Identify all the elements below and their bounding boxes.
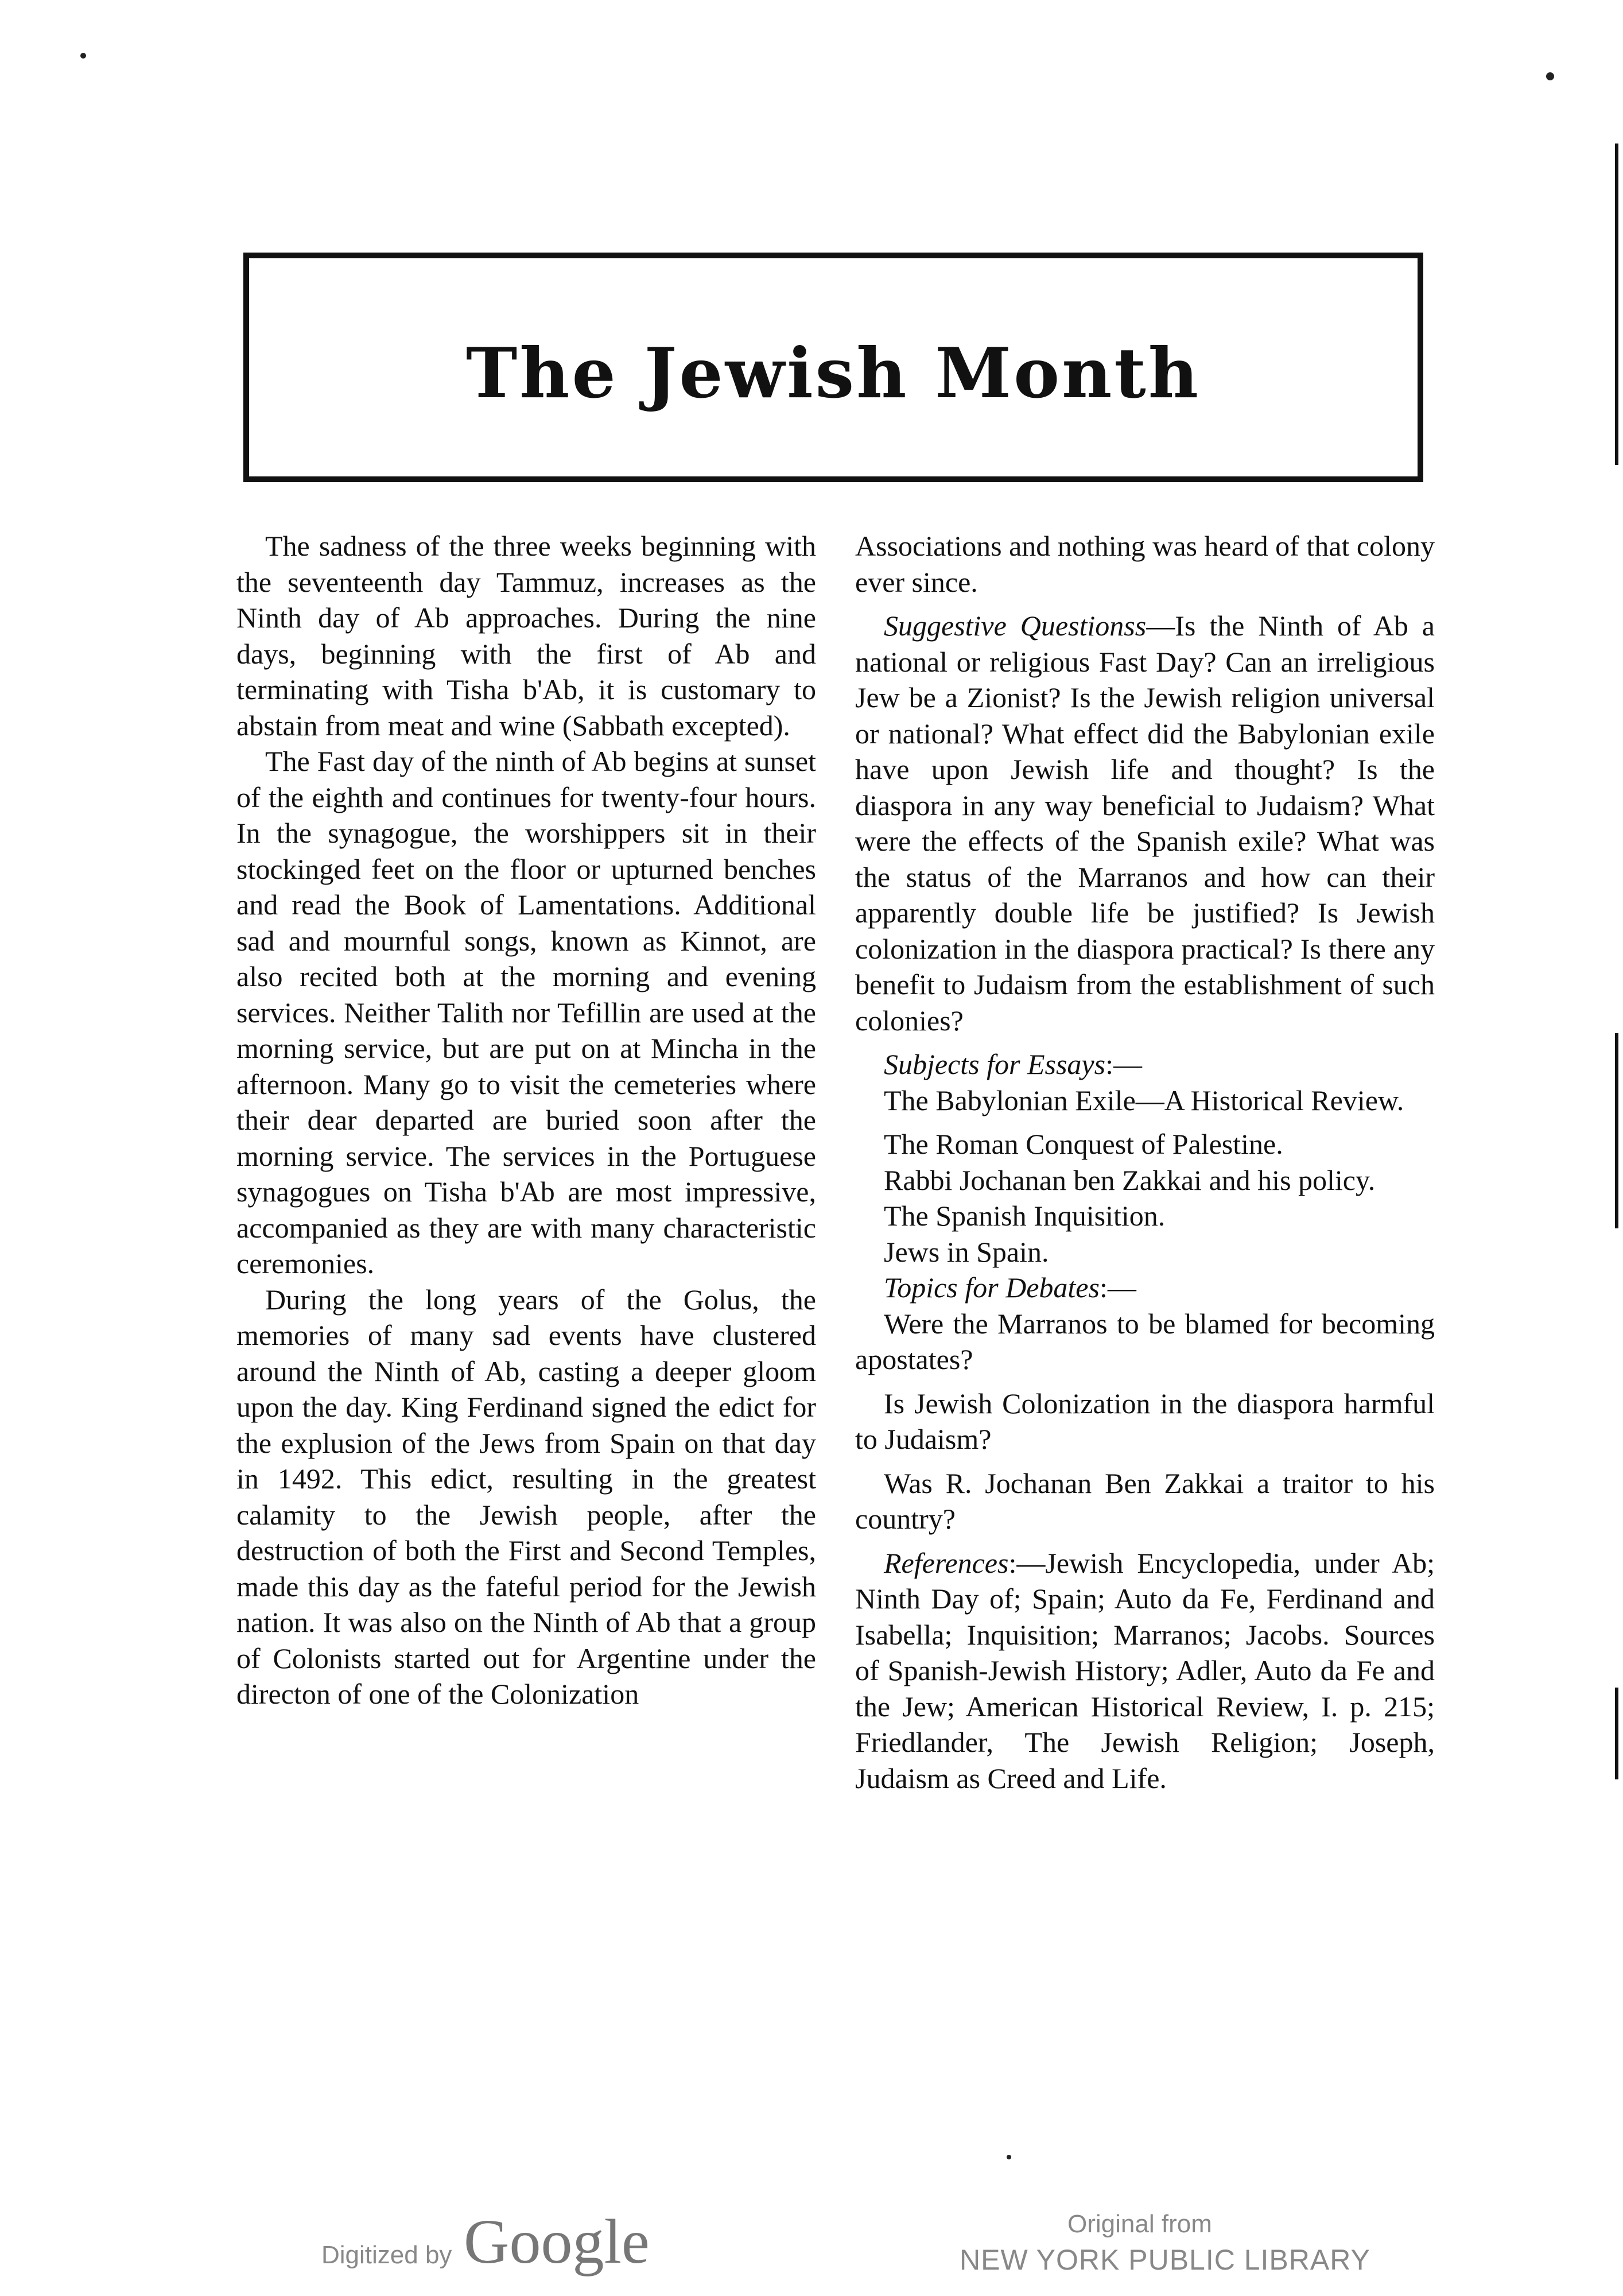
debates-label: Topics for Debates (884, 1271, 1100, 1304)
essay-item: Jews in Spain. (884, 1235, 1049, 1268)
page-edge-line (1615, 1688, 1618, 1779)
essay-item: The Babylonian Exile—A Historical Review. (884, 1084, 1404, 1116)
essays-suffix: :— (1105, 1048, 1142, 1080)
paragraph: During the long years of the Golus, the memories of many sad events have clustered around the Ninth of Ab, casting a deeper gloom upon the day. King Ferdinand signed the edict for the explusion of the Jews from Spain on that day in 1492. This edict, resulting in the greatest calamity to the Jewish people, after the destruction of both the First and Second Temples, made this day as the fateful period for the Jewish nation. It was also on the Ninth of Ab that a group of Colonists started out for Argentine under the directon of one of the Colonization (236, 1283, 816, 1710)
library-label: NEW YORK PUBLIC LIBRARY (960, 2244, 1370, 2276)
scan-speck (80, 53, 86, 59)
scan-speck (1546, 72, 1554, 80)
references-text: :—Jewish Encyclopedia, under Ab; Ninth Day of; Spain; Auto da Fe, Ferdinand and Isabella; Inquisition; Marranos; Jacobs. Sources of Spanish-Jewish History; Adler, Auto da Fe and the Jew; American Historical Review, I. p. 215; Friedlander, The Jewish Religion; Joseph, Judaism as Creed and Life. (855, 1546, 1435, 1794)
original-from-label: Original from (1067, 2210, 1212, 2238)
paragraph: The Fast day of the ninth of Ab begins at sunset of the eighth and continues for twenty-four hours. In the synagogue, the worshippers sit in their stockinged feet on the floor or upturned benches and read the Book of Lamentations. Additional sad and mournful songs, known as Kinnot, are also recited both at the morning and evening services. Neither Talith nor Tefillin are used at the morning service, but are put on at Mincha in the afternoon. Many go to visit the cemeteries where their dear departed are buried soon after the morning service. The services in the Portuguese synagogues on Tisha b'Ab are most impressive, accompanied as they are with many characteristic ceremonies. (236, 745, 816, 1279)
essays-label: Subjects for Essays (884, 1048, 1106, 1080)
essays-heading (855, 1046, 1435, 1083)
essay-item: The Spanish Inquisition. (884, 1200, 1166, 1232)
footer (0, 2206, 1623, 2296)
essay-item: The Roman Conquest of Palestine. (884, 1128, 1283, 1160)
suggestive-questions (855, 608, 1435, 1038)
references-label: References (884, 1546, 1009, 1579)
paragraph: The sadness of the three weeks beginning with the seventeenth day Tammuz, increases as the Ninth day of Ab approaches. During the nine days, beginning with the first of Ab and terminating with Tisha b'Ab, it is customary to abstain from meat and wine (Sabbath excepted). (236, 530, 816, 742)
debate-item: Was R. Jochanan Ben Zakkai a traitor to his country? (855, 1467, 1435, 1535)
scan-speck (1007, 2155, 1011, 2159)
paragraph-continuation: Associations and nothing was heard of that colony ever since. (855, 530, 1435, 598)
page-edge-line (1615, 1033, 1618, 1228)
google-logo: Google (464, 2206, 650, 2276)
left-column (236, 528, 816, 1712)
digitized-by-label: Digitized by (321, 2241, 452, 2269)
references (855, 1545, 1435, 1797)
debates-heading (855, 1270, 1435, 1306)
title-box (243, 253, 1423, 482)
page-title: The Jewish Month (465, 332, 1201, 414)
debate-item: Were the Marranos to be blamed for becoming apostates? (855, 1307, 1435, 1375)
debate-item: Is Jewish Colonization in the diaspora harmful to Judaism? (855, 1387, 1435, 1455)
questions-text: —Is the Ninth of Ab a national or religious Fast Day? Can an irreligious Jew be a Zionist? Is the Jewish religion universal or national? What effect did the Babylonian exile have upon Jewish life and thought? Is the diaspora in any way beneficial to Judaism? What were the effects of the Spanish exile? What was the status of the Marranos and how can their apparently double life be justified? Is Jewish colonization in the diaspora practical? Is there any benefit to Judaism from the establishment of such colonies? (855, 610, 1435, 1037)
essay-item: Rabbi Jochanan ben Zakkai and his policy. (884, 1163, 1376, 1196)
page-edge-line (1615, 144, 1618, 465)
questions-label: Suggestive Questionss (884, 610, 1147, 642)
right-column (855, 528, 1435, 1796)
debates-suffix: :— (1099, 1271, 1136, 1304)
